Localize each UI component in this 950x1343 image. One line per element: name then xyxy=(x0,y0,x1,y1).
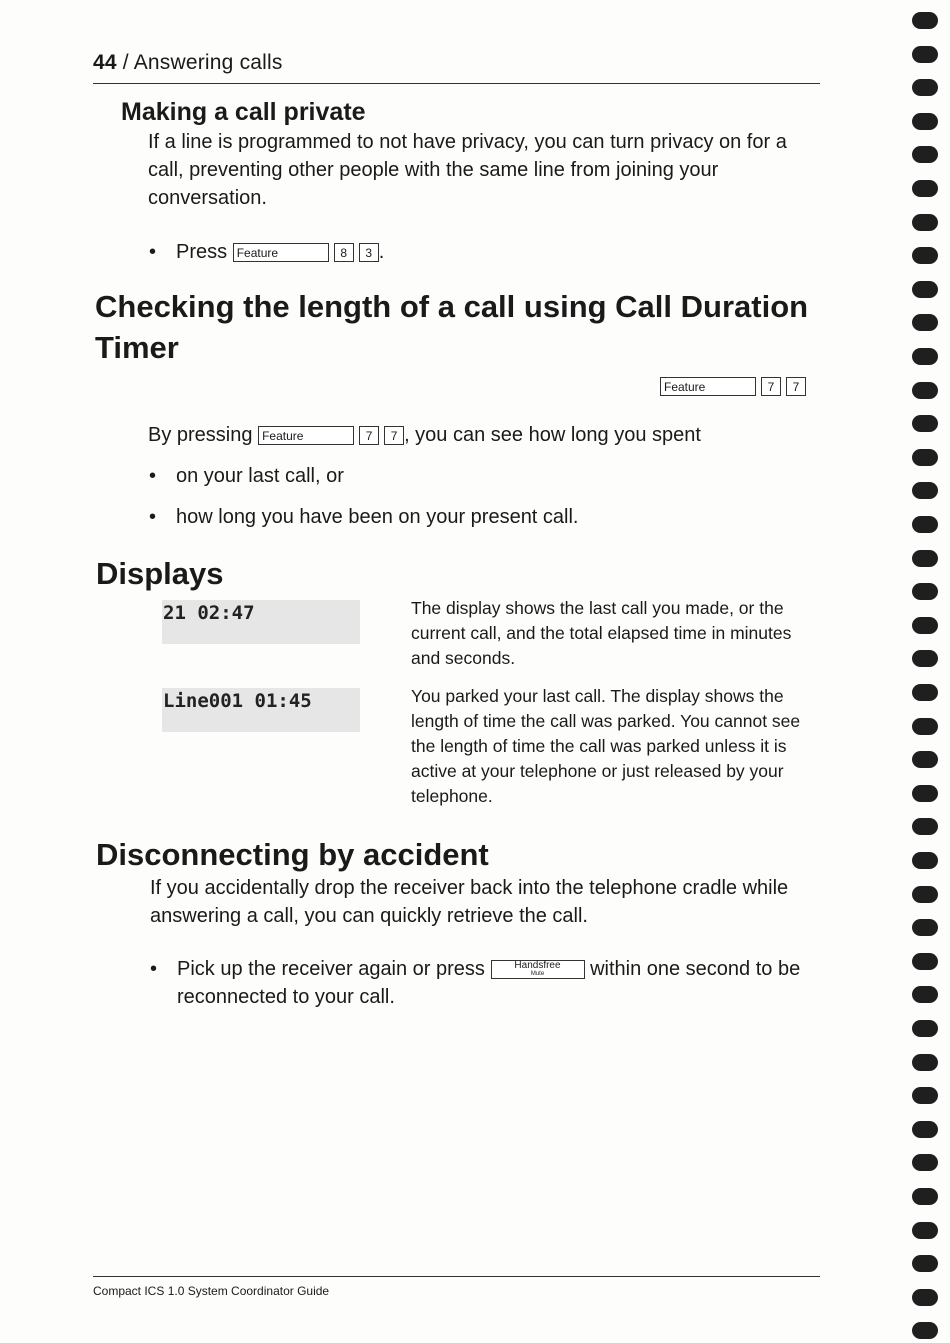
binder-ring-icon xyxy=(912,12,938,29)
disconnect-bullet-suffix: within one second to be reconnected to your call. xyxy=(177,958,801,1008)
binder-ring-icon xyxy=(912,214,938,231)
section-name: / Answering calls xyxy=(116,51,283,74)
binder-ring-icon xyxy=(912,785,938,802)
binder-ring-icon xyxy=(912,1289,938,1306)
lcd-display: 21 02:47 xyxy=(162,600,360,644)
feature-key: Feature xyxy=(660,377,756,396)
page-header xyxy=(93,51,283,75)
binder-ring-icon xyxy=(912,516,938,533)
binder-ring-icon xyxy=(912,1188,938,1205)
disconnect-bullet-prefix: Pick up the receiver again or press xyxy=(177,958,485,980)
digit-key: 7 xyxy=(384,426,404,445)
binder-ring-icon xyxy=(912,247,938,264)
lcd-display: Line001 01:45 xyxy=(162,688,360,732)
footer-rule xyxy=(93,1276,820,1277)
digit-key: 3 xyxy=(359,243,379,262)
header-rule xyxy=(93,83,820,84)
binder-ring-icon xyxy=(912,482,938,499)
binder-ring-icon xyxy=(912,180,938,197)
binder-ring-icon xyxy=(912,348,938,365)
duration-intro-prefix: By pressing xyxy=(148,424,253,446)
mute-label: Mute xyxy=(530,971,545,978)
binder-ring-icon xyxy=(912,1154,938,1171)
disconnect-paragraph: If you accidentally drop the receiver back into the telephone cradle while answering a call, you can quickly retrieve the call. xyxy=(150,877,789,927)
binder-ring-icon xyxy=(912,449,938,466)
handsfree-label: Handsfree xyxy=(514,960,561,972)
binder-ring-strip xyxy=(912,0,950,1343)
binder-ring-icon xyxy=(912,953,938,970)
private-bullet-suffix: . xyxy=(378,241,385,263)
binder-ring-icon xyxy=(912,1121,938,1138)
binder-ring-icon xyxy=(912,1322,938,1339)
binder-ring-icon xyxy=(912,852,938,869)
private-bullet-prefix: Press xyxy=(176,241,228,263)
binder-ring-icon xyxy=(912,1255,938,1272)
list-item: • how long you have been on your present call. xyxy=(176,503,579,531)
digit-key: 7 xyxy=(761,377,781,396)
binder-ring-icon xyxy=(912,146,938,163)
binder-ring-icon xyxy=(912,1054,938,1071)
duration-intro-suffix: , you can see how long you spent xyxy=(404,424,701,446)
binder-ring-icon xyxy=(912,79,938,96)
duration-intro xyxy=(148,421,828,449)
digit-key: 7 xyxy=(786,377,806,396)
handsfree-key xyxy=(491,960,585,979)
binder-ring-icon xyxy=(912,718,938,735)
binder-ring-icon xyxy=(912,751,938,768)
heading-call-duration: Checking the length of a call using Call Duration Timer xyxy=(95,289,809,365)
binder-ring-icon xyxy=(912,113,938,130)
digit-key: 7 xyxy=(359,426,379,445)
binder-ring-icon xyxy=(912,886,938,903)
binder-ring-icon xyxy=(912,1020,938,1037)
feature-key: Feature xyxy=(233,243,329,262)
binder-ring-icon xyxy=(912,382,938,399)
binder-ring-icon xyxy=(912,550,938,567)
display-description: The display shows the last call you made, or the current call, and the total elapsed time in minutes and seconds. xyxy=(411,598,792,668)
heading-disconnect: Disconnecting by accident xyxy=(96,837,489,872)
disconnect-bullet xyxy=(177,955,822,1011)
heading-displays: Displays xyxy=(96,556,224,591)
binder-ring-icon xyxy=(912,919,938,936)
binder-ring-icon xyxy=(912,684,938,701)
binder-ring-icon xyxy=(912,617,938,634)
binder-ring-icon xyxy=(912,1087,938,1104)
heading-call-private: Making a call private xyxy=(121,98,366,126)
private-paragraph: If a line is programmed to not have privacy, you can turn privacy on for a call, preventing other people with the same line from joining your conversation. xyxy=(148,131,787,209)
binder-ring-icon xyxy=(912,986,938,1003)
page-number: 44 xyxy=(93,51,117,74)
binder-ring-icon xyxy=(912,583,938,600)
display-description: You parked your last call. The display shows the length of time the call was parked. You cannot see the length of time the call was parked unless it is active at your telephone or just released by your telephone. xyxy=(411,686,801,806)
binder-ring-icon xyxy=(912,46,938,63)
digit-key: 8 xyxy=(334,243,354,262)
binder-ring-icon xyxy=(912,818,938,835)
binder-ring-icon xyxy=(912,1222,938,1239)
feature-key: Feature xyxy=(258,426,354,445)
binder-ring-icon xyxy=(912,650,938,667)
feature-code-summary xyxy=(660,377,806,396)
binder-ring-icon xyxy=(912,415,938,432)
footer-text: Compact ICS 1.0 System Coordinator Guide xyxy=(93,1284,330,1298)
binder-ring-icon xyxy=(912,281,938,298)
private-bullet xyxy=(176,238,384,266)
binder-ring-icon xyxy=(912,314,938,331)
list-item: • on your last call, or xyxy=(176,462,344,490)
